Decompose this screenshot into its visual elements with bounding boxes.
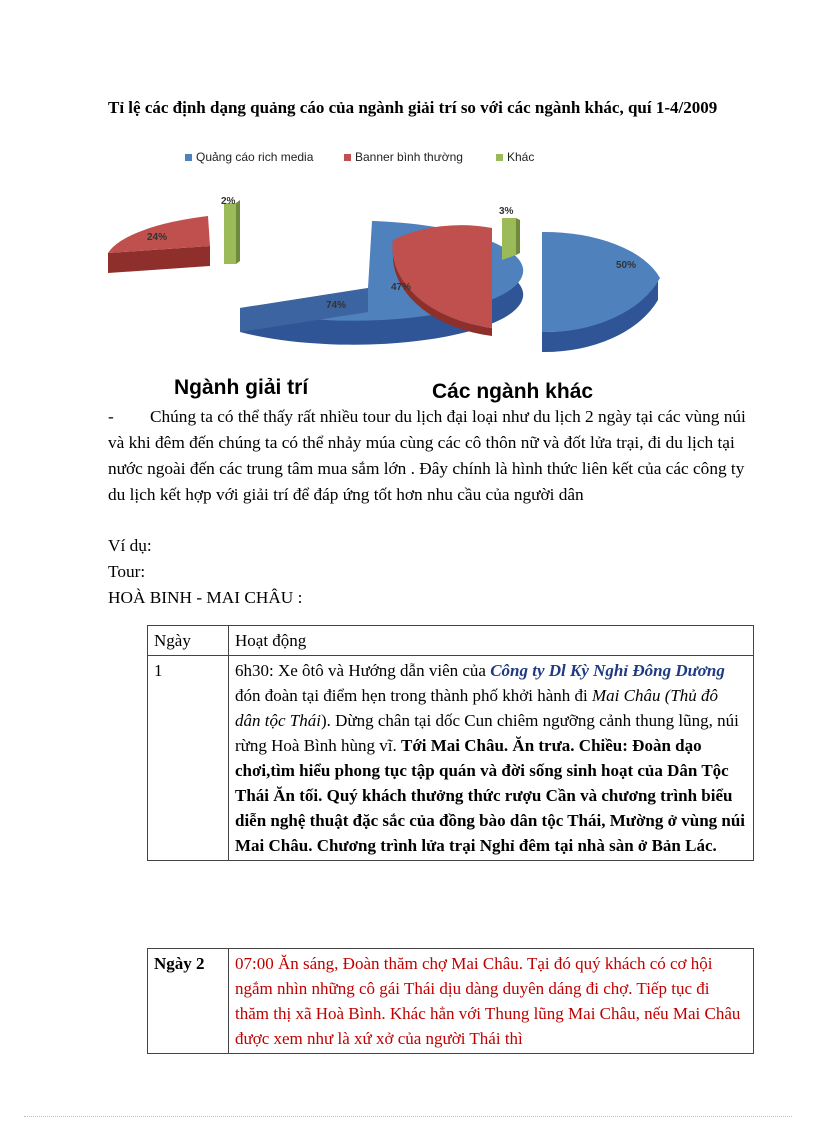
legend-swatch-banner bbox=[344, 154, 351, 161]
pie2-caption: Các ngành khác bbox=[432, 380, 594, 403]
activity-text-3: ). Dừng chân tại dốc Cun chiêm ngưỡng cảnh thung lũng, núi rừng Hoà Bình hùng vĩ. bbox=[235, 711, 739, 755]
table-header-row bbox=[148, 626, 754, 656]
legend-label-banner: Banner bình thường bbox=[355, 150, 463, 164]
pie1-caption: Ngành giải trí bbox=[174, 376, 309, 399]
legend-label-khac: Khác bbox=[507, 150, 535, 164]
pie2-slice-khac-side bbox=[516, 218, 520, 255]
pie2-label-khac: 3% bbox=[499, 206, 514, 217]
activity-text-2: đón đoàn tại điểm hẹn trong thành phố khởi hành đi bbox=[235, 686, 592, 705]
pie1-slice-khac bbox=[224, 203, 236, 264]
chart-title: Tỉ lệ các định dạng quảng cáo của ngành giải trí so với các ngành khác, quí 1-4/2009 bbox=[108, 98, 718, 117]
day-cell: 1 bbox=[148, 656, 229, 861]
destination-text: Mai Châu (Thủ đô dân tộc Thái bbox=[235, 686, 719, 730]
itinerary-table-day1 bbox=[147, 625, 754, 861]
company-name: Công ty Dl Kỳ Nghỉ Đông Dương bbox=[490, 661, 725, 680]
legend-swatch-khac bbox=[496, 154, 503, 161]
tour-label: Tour: bbox=[108, 562, 146, 581]
pie1-slice-khac-side bbox=[236, 200, 240, 264]
paragraph-text: Chúng ta có thể thấy rất nhiều tour du lịch đại loại như du lịch 2 ngày tại các vùng núi và khi đêm đến chúng ta có thể nhảy múa cùng các cô thôn nữ và đốt lửa trại, đi du lịch tại nước ngoài đến các trung tâm mua sắm lớn . Đây chính là hình thức liên kết của các công ty du lịch kết hợp với giải trí để đáp ứng tốt hơn nhu cầu của người dân bbox=[108, 407, 746, 504]
page-bottom-border bbox=[24, 1116, 792, 1117]
example-label: Ví dụ: bbox=[108, 536, 152, 555]
itinerary-table-day2 bbox=[147, 948, 754, 1054]
bullet-dash: - bbox=[108, 407, 114, 426]
legend bbox=[185, 150, 534, 164]
header-activity: Hoạt động bbox=[229, 626, 754, 656]
pie1-label-banner: 24% bbox=[147, 232, 168, 243]
header-day: Ngày bbox=[148, 626, 229, 656]
pie1-label-rich-media: 74% bbox=[326, 300, 347, 311]
table-row bbox=[148, 656, 754, 861]
pie2-label-rich-media: 50% bbox=[616, 260, 637, 271]
pie1-label-khac: 2% bbox=[221, 196, 236, 207]
activity-text-1: 6h30: Xe ôtô và Hướng dẫn viên của bbox=[235, 661, 491, 680]
tour-name: HOÀ BINH - MAI CHÂU : bbox=[108, 588, 303, 607]
pie-chart-svg bbox=[100, 148, 680, 410]
day2-activity-cell: 07:00 Ăn sáng, Đoàn thăm chợ Mai Châu. Tại đó quý khách có cơ hội ngắm nhìn những cô gái Thái dịu dàng duyên dáng đi chợ. Tiếp tục đi thăm thị xã Hoà Bình. Khác hẳn với Thung lũng Mai Châu, nếu Mai Châu được xem như là xứ xở của người Thái thì bbox=[229, 949, 754, 1054]
activity-cell bbox=[229, 656, 754, 861]
day2-cell: Ngày 2 bbox=[148, 949, 229, 1054]
pie2-label-banner: 47% bbox=[391, 282, 412, 293]
legend-swatch-rich-media bbox=[185, 154, 192, 161]
activity-text-bold: Tới Mai Châu. Ăn trưa. Chiều: Đoàn dạo chơi,tìm hiểu phong tục tập quán và đời sống sinh hoạt của Dân Tộc Thái Ăn tối. Quý khách thưởng thức rượu Cần và chương trình biểu diễn nghệ thuật đặc sắc của đồng bào dân tộc Thái, Mường ở vùng núi Mai Châu. Chương trình lửa trại Nghỉ đêm tại nhà sàn ở Bản Lác. bbox=[235, 736, 746, 855]
pie-charts bbox=[100, 148, 680, 410]
legend-label-rich-media: Quảng cáo rich media bbox=[196, 150, 314, 164]
body-paragraph bbox=[108, 404, 758, 508]
pie2-slice-khac bbox=[502, 218, 516, 260]
table-row bbox=[148, 949, 754, 1054]
